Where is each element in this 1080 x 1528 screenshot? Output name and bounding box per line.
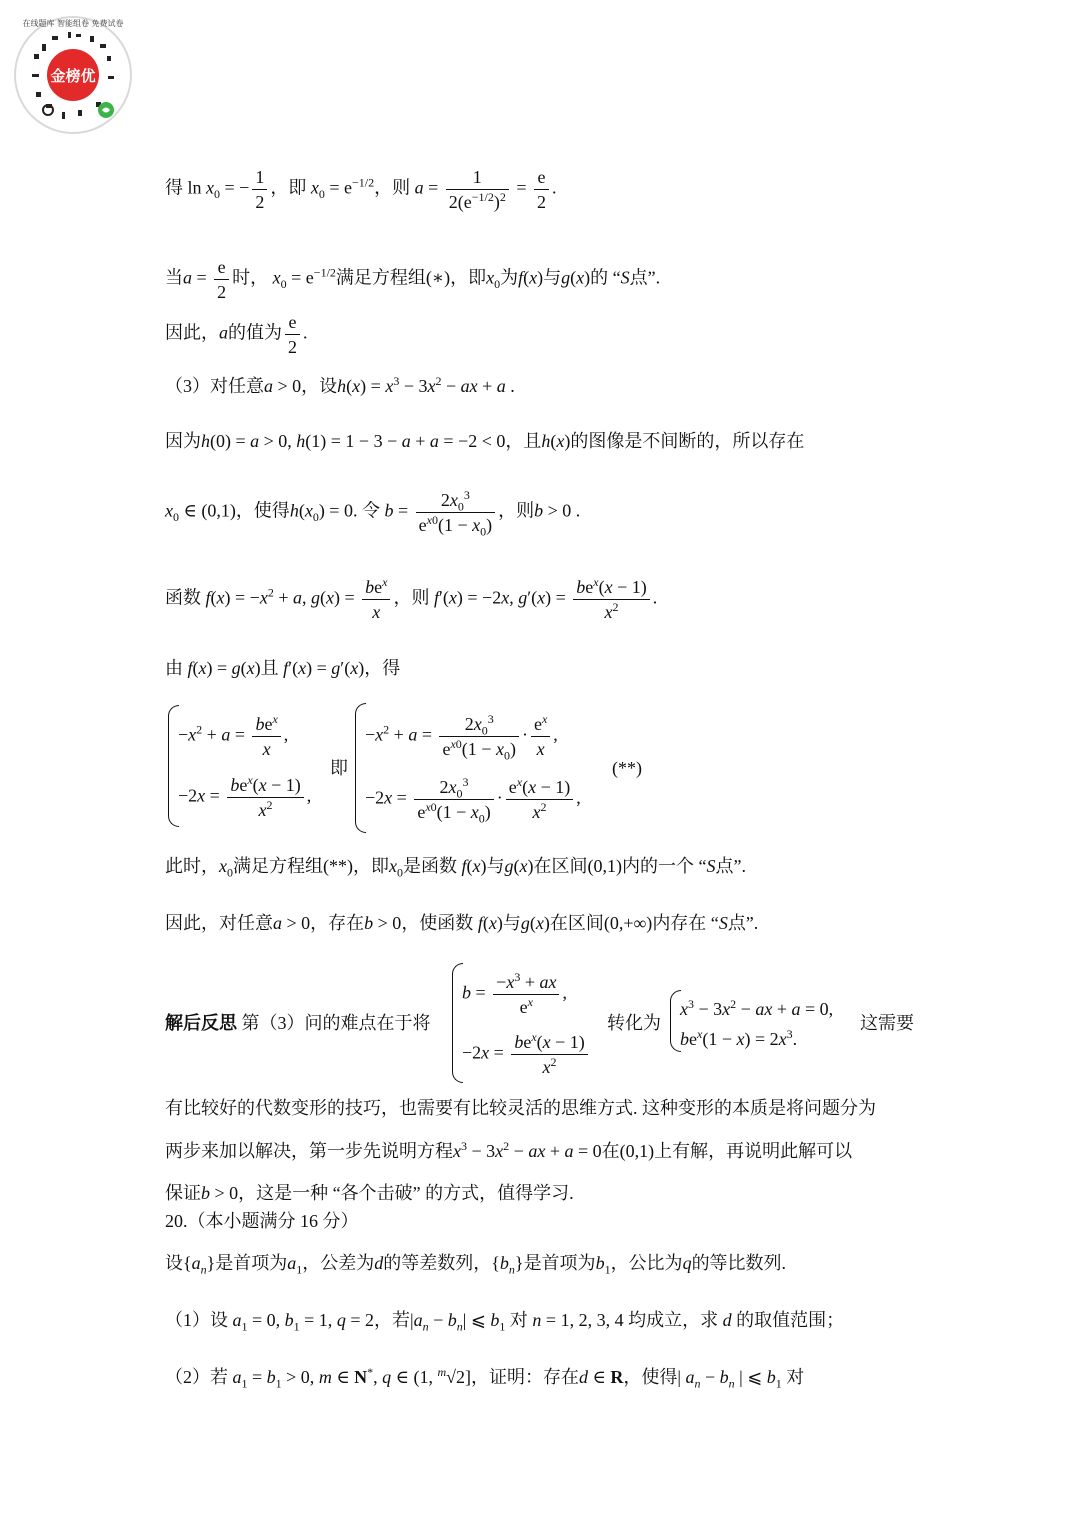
reflection-need: 这需要 — [860, 1013, 914, 1033]
line-3: 因此，a的值为 $\frac{e}{2}$ . — [165, 312, 308, 357]
line-7: 函数 $f(x) = -x^2 + a$, g(x) = $\frac{be^x}{x}$ ，则 f′(x) = −2x, g′(x) = $\frac{be^x(x - 1)}{x^2}$ . — [165, 575, 658, 622]
line-5: 因为h(0) = a > 0, h(1) = 1 − 3 − a + a = −2 < 0，且h(x)的图像是不间断的，所以存在 — [165, 431, 805, 451]
line-18: （1）设 $a_1 = 0$, $b_1 = 1$, q = 2，若$|a_n - b_n|$ ⩽ $b_1$ 对 n = 1, 2, 3, 4 均成立，求 d 的取值范围； — [165, 1310, 845, 1334]
line-4: （3）对任意a > 0，设$h(x) = x^3 - 3x^2$ − ax + a . — [165, 374, 515, 396]
logo-tagline: 在线题库 智能组卷 免费试卷 — [22, 19, 124, 28]
line-6: $x_0$ ∈ (0,1)，使得$h(x_0) = 0$. 令 b = $\frac{2x_0^3}{e^{x0}(1 - x_0)}$ ，则b > 0 . — [165, 488, 581, 539]
system-2-row-2: −2x = $\frac{2x_0^3}{e^{x0}(1 - x_0)}$ · $\frac{e^x(x - 1)}{x^2}$ , — [365, 775, 581, 826]
qr-code-logo — [12, 14, 134, 136]
line-19: （2）若 $a_1 = b_1 > 0$, m ∈ N*, q ∈ (1, $^m$√2]，证明：存在d ∈ R，使得| $a_n - b_n$ | ⩽ $b_1$ 对 — [165, 1365, 805, 1391]
system-1-row-2: −2x = $\frac{be^x(x - 1)}{x^2}$ , — [178, 773, 312, 820]
line-17: 设$\{a_n\}$是首项为$a_1$，公差为d的等差数列，$\{b_n\}$是首项为$b_1$，公比为q的等比数列. — [165, 1253, 787, 1277]
system-label: (**) — [612, 758, 642, 778]
line-14: 两步来加以解决，第一步先说明方程$x^3 - 3x^2$ − ax + a = 0在(0,1)上有解，再说明此解可以 — [165, 1139, 853, 1161]
system-1-row-1: $-x^2 + a$ = $\frac{be^x}{x}$ , — [178, 712, 289, 759]
system-connector: 即 — [330, 758, 348, 778]
line-15: 保证b > 0，这是一种 “各个击破” 的方式，值得学习. — [165, 1183, 574, 1203]
line-2: 当a = $\frac{e}{2}$ 时， $x_0 = e^{-1/2}$满足方程组(∗)，即$x_0$为f(x)与g(x)的 “S点”. — [165, 257, 661, 302]
line-11: 因此，对任意a > 0，存在b > 0，使函数 f(x)与g(x)在区间(0,+∞)内存在 “S点”. — [165, 913, 759, 933]
system-2-row-1: $-x^2 + a$ = $\frac{2x_0^3}{e^{x0}(1 - x_0)}$ · $\frac{e^x}{x}$ , — [365, 712, 558, 763]
line-1: 得 $\ln x_0$ = − $\frac{1}{2}$ ，即 $x_0 = e^{-1/2}$，则 a = $\frac{1}{2(e^{-1/2})^2}$ = $\frac{e}{2}$ . — [165, 167, 557, 212]
reflection-system-1-row-2: −2x = $\frac{be^x(x - 1)}{x^2}$ — [462, 1030, 591, 1079]
reflection-convert: 转化为 — [607, 1013, 661, 1033]
line-10: 此时，$x_0$满足方程组(**)，即$x_0$是函数 f(x)与g(x)在区间(0,1)内的一个 “S点”. — [165, 856, 747, 880]
reflection-system-1-row-1: b = $\frac{-x^3 + ax}{e^x}$ , — [462, 970, 567, 1017]
reflection-system-2: $x^3 - 3x^2$ − ax + a = 0, $be^x(1 - x) = 2x^3$. — [680, 997, 834, 1049]
line-13: 有比较好的代数变形的技巧，也需要有比较灵活的思维方式. 这种变形的本质是将问题分为 — [165, 1098, 876, 1118]
line-8: 由 f(x) = g(x)且 f′(x) = g′(x)，得 — [165, 658, 401, 678]
problem-20-title: 20.（本小题满分 16 分） — [165, 1211, 359, 1231]
logo-brand: 金榜优 — [50, 67, 96, 85]
line-12-left: 解后反思 第（3）问的难点在于将 — [165, 1013, 431, 1034]
